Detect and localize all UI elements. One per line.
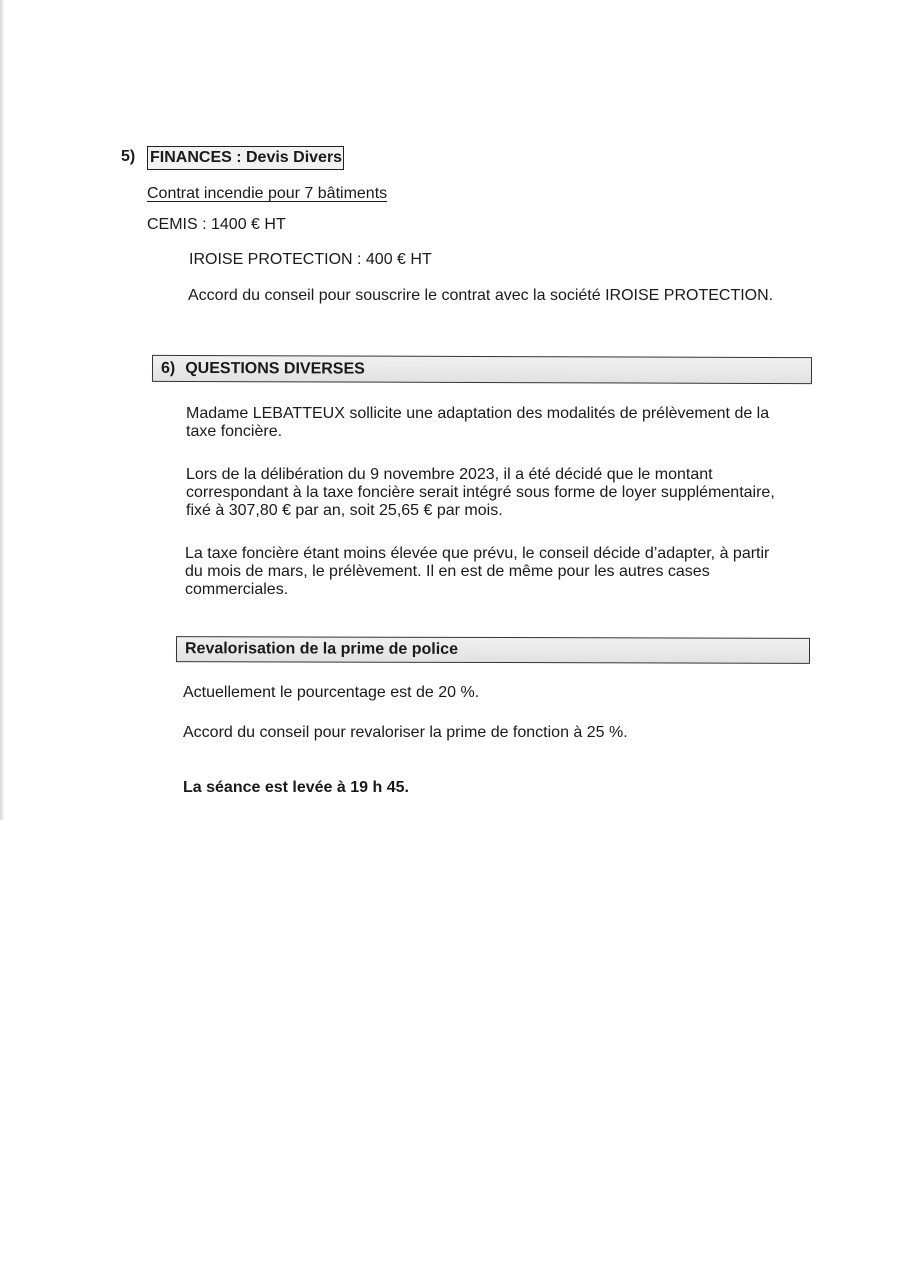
revalorisation-header: Revalorisation de la prime de police — [176, 636, 810, 664]
section-5-title: FINANCES : Devis Divers — [147, 146, 344, 170]
closing-statement: La séance est levée à 19 h 45. — [183, 779, 409, 796]
page-scan-edge — [0, 0, 4, 820]
section-6-header — [152, 355, 812, 384]
quote-cemis: CEMIS : 1400 € HT — [147, 216, 286, 233]
paragraph-deliberation — [186, 466, 806, 520]
section-5-number: 5) — [121, 148, 136, 165]
quote-iroise: IROISE PROTECTION : 400 € HT — [189, 251, 432, 268]
paragraph-lebatteux — [186, 405, 806, 441]
revalorisation-decision: Accord du conseil pour revaloriser la prime de fonction à 25 %. — [183, 724, 628, 741]
paragraph-line: Madame LEBATTEUX sollicite une adaptation des modalités de prélèvement de la — [186, 405, 770, 422]
paragraph-line: taxe foncière. — [186, 423, 283, 440]
paragraph-line: commerciales. — [185, 581, 289, 598]
revalorisation-current: Actuellement le pourcentage est de 20 %. — [183, 684, 480, 701]
paragraph-line: fixé à 307,80 € par an, soit 25,65 € par mois. — [186, 502, 503, 519]
paragraph-taxe-fonciere — [185, 545, 805, 599]
paragraph-line: du mois de mars, le prélèvement. Il en est de même pour les autres cases — [185, 563, 710, 580]
paragraph-line: La taxe foncière étant moins élevée que prévu, le conseil décide d’adapter, à partir — [185, 545, 770, 562]
paragraph-line: Lors de la délibération du 9 novembre 2023, il a été décidé que le montant — [186, 466, 713, 483]
paragraph-line: correspondant à la taxe foncière serait intégré sous forme de loyer supplémentaire, — [186, 484, 775, 501]
section-5-decision: Accord du conseil pour souscrire le contrat avec la société IROISE PROTECTION. — [188, 287, 774, 304]
section-5-subtitle: Contrat incendie pour 7 bâtiments — [147, 185, 388, 202]
section-6-number: 6) — [160, 359, 176, 377]
section-6-title: QUESTIONS DIVERSES — [185, 359, 365, 378]
